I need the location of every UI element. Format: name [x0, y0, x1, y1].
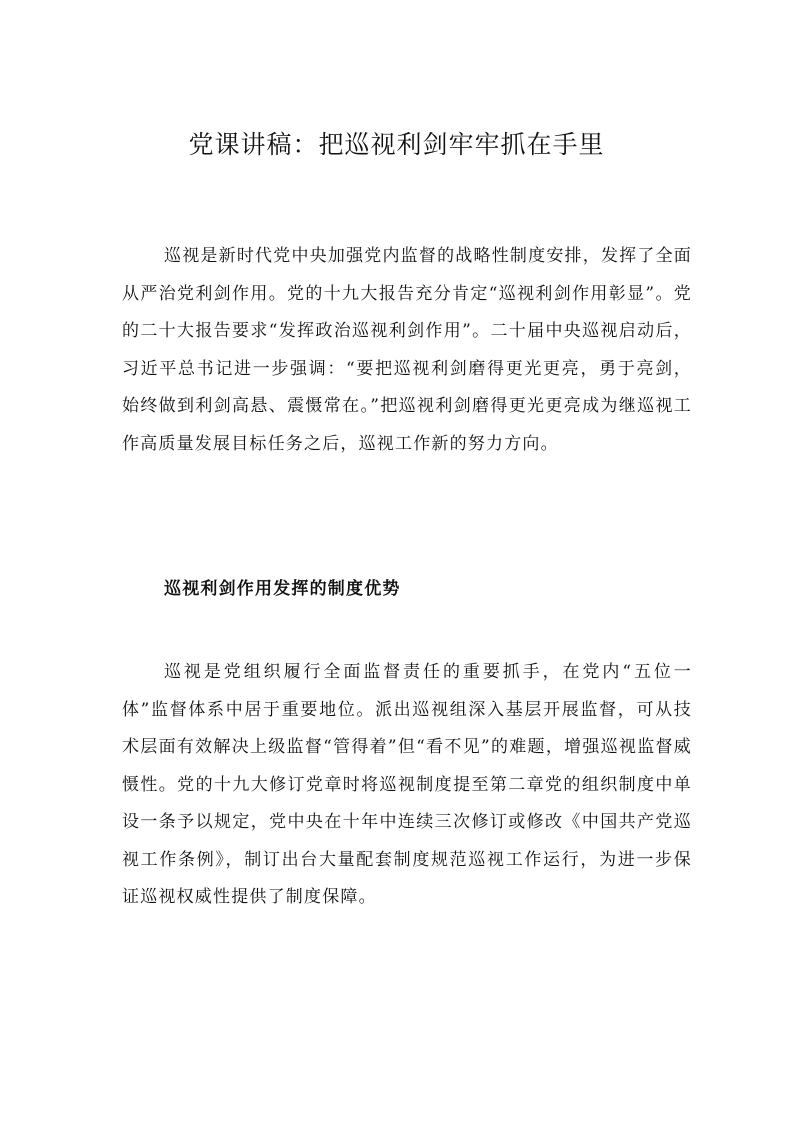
- body-paragraph-intro: 巡视是新时代党中央加强党内监督的战略性制度安排，发挥了全面从严治党利剑作用。党的十九大报告充分肯定“巡视利剑作用彰显”。党的二十大报告要求“发挥政治巡视利剑作用”。二十届中央巡视启动后，习近平总书记进一步强调：“要把巡视利剑磨得更光更亮，勇于亮剑，始终做到利剑高悬、震慑常在。”把巡视利剑磨得更光更亮成为继巡视工作高质量发展目标任务之后，巡视工作新的努力方向。: [122, 246, 692, 454]
- document-title: 党课讲稿：把巡视利剑牢牢抓在手里: [188, 130, 605, 159]
- section-heading: 巡视利剑作用发挥的制度优势: [164, 579, 401, 599]
- body-paragraph-institutional-advantage: 巡视是党组织履行全面监督责任的重要抓手，在党内“五位一体”监督体系中居于重要地位。派出巡视组深入基层开展监督，可从技术层面有效解决上级监督“管得着”但“看不见”的难题，增强巡视监督威慑性。党的十九大修订党章时将巡视制度提至第二章党的组织制度中单设一条予以规定，党中央在十年中连续三次修订或修改《中国共产党巡视工作条例》，制订出台大量配套制度规范巡视工作运行，为进一步保证巡视权威性提供了制度保障。: [122, 662, 692, 907]
